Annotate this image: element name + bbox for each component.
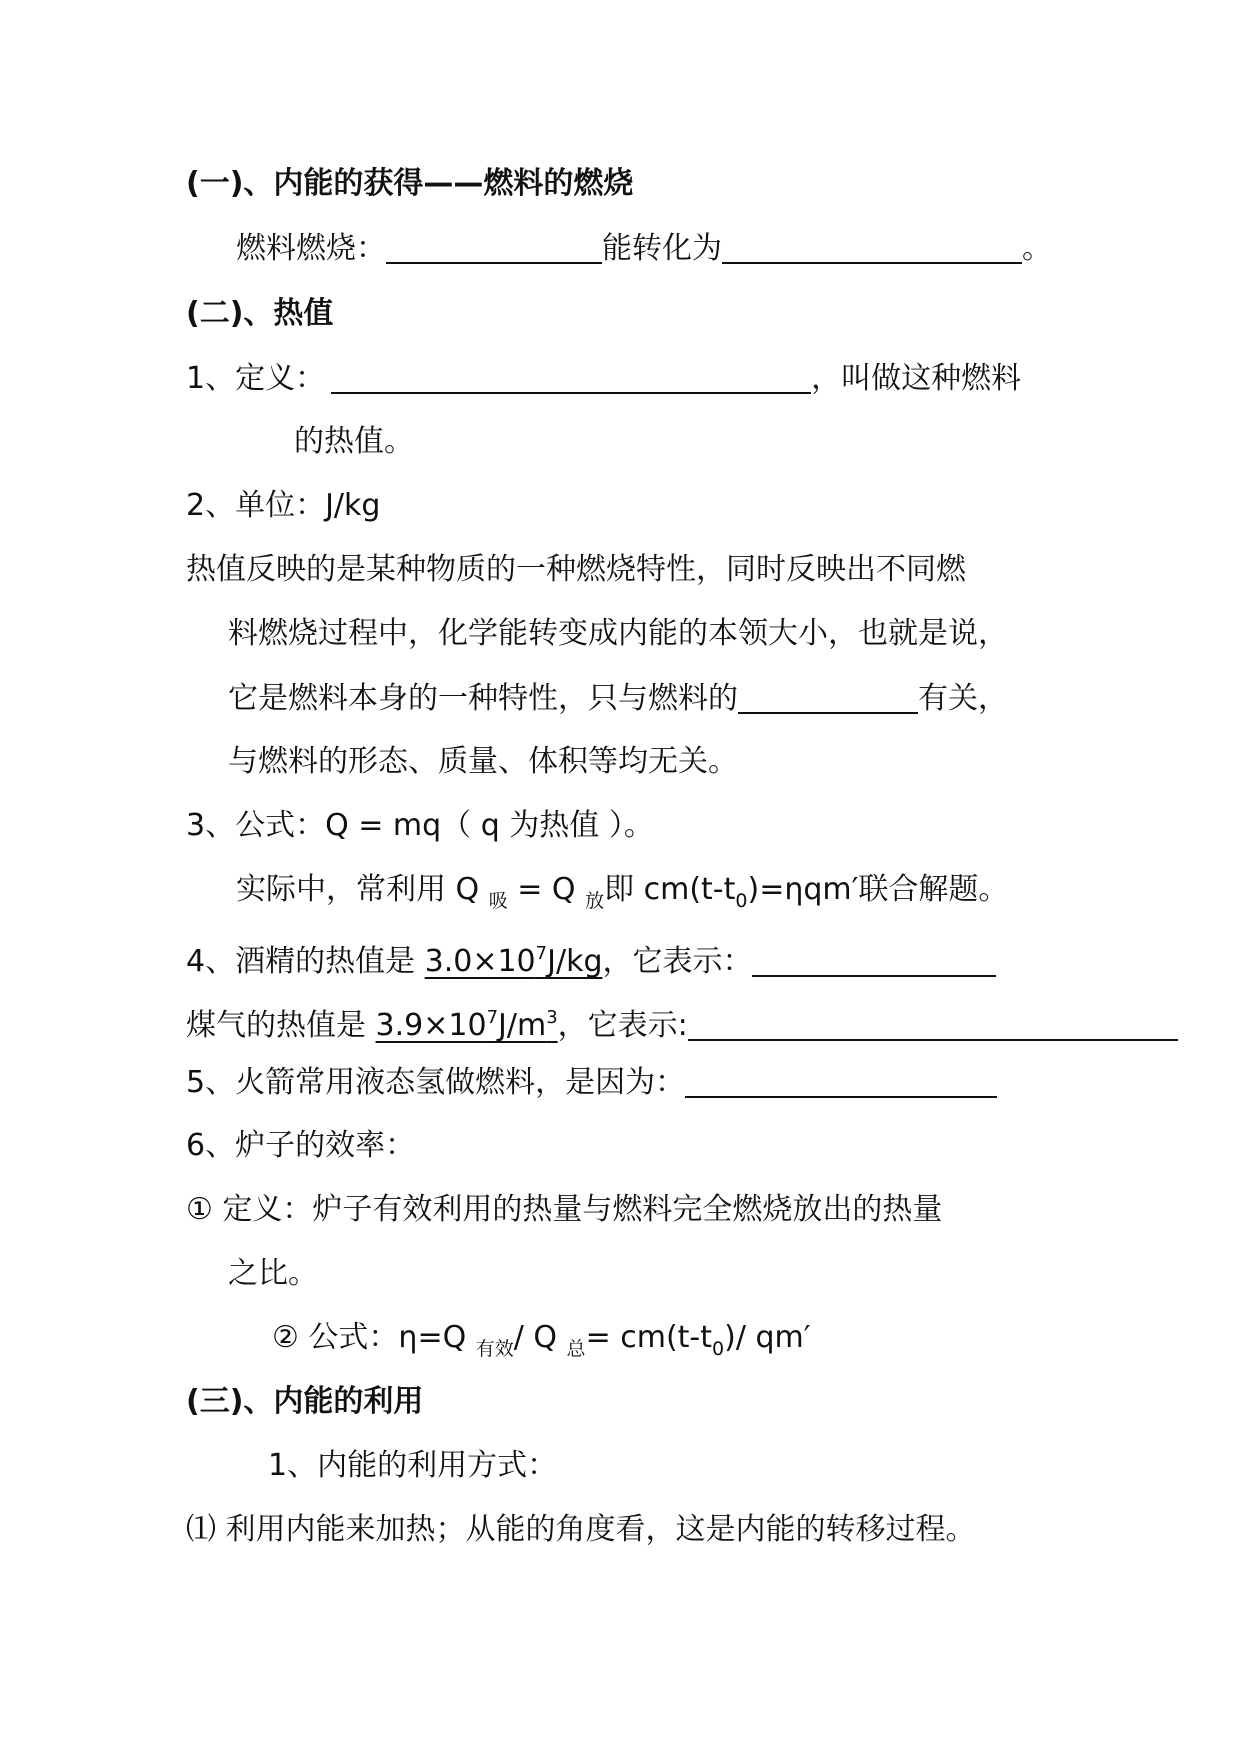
text: ，它表示： <box>602 944 753 979</box>
text: ，它表示: <box>557 1008 688 1043</box>
gas-value: $3.9\times 10^7J/m^3$ <box>375 1007 558 1043</box>
subscript: 总 <box>566 1338 586 1360</box>
answer-blank[interactable] <box>738 678 918 714</box>
gas-line <box>186 998 1178 1046</box>
stove-title: 6、炉子的效率： <box>186 1128 416 1163</box>
definition-line-cont: 的热值。 <box>294 424 414 459</box>
text: 1、定义： <box>186 361 326 396</box>
formula-practice-line <box>236 870 1008 921</box>
answer-blank[interactable] <box>688 1005 1178 1041</box>
section-heading-3: (三)、内能的利用 <box>186 1384 424 1419</box>
text: = cm(t-t <box>585 1320 713 1355</box>
text: 实际中，常利用 Q <box>236 872 489 907</box>
text: 有关， <box>918 681 1008 716</box>
answer-blank[interactable] <box>722 228 1022 264</box>
stove-definition: ① 定义：炉子有效利用的热量与燃料完全燃烧放出的热量 <box>186 1192 943 1227</box>
subscript: 0 <box>735 890 748 912</box>
use-title: 1、内能的利用方式： <box>268 1448 558 1483</box>
alcohol-line <box>186 934 996 982</box>
answer-blank[interactable] <box>752 941 996 977</box>
combustion-line <box>236 228 1052 269</box>
text: 燃料燃烧： <box>236 231 386 266</box>
section-heading-2: (二)、热值 <box>186 296 334 331</box>
answer-blank[interactable] <box>386 228 602 264</box>
paragraph-line-1: 热值反映的是某种物质的一种燃烧特性，同时反映出不同燃 <box>186 552 966 587</box>
section-heading-1: (一)、内能的获得——燃料的燃烧 <box>186 166 634 201</box>
stove-definition-cont: 之比。 <box>228 1256 318 1291</box>
text: 煤气的热值是 <box>186 1008 376 1043</box>
definition-line <box>186 358 1021 399</box>
text: ，叫做这种燃料 <box>811 361 1022 396</box>
paragraph-line-2: 料燃烧过程中，化学能转变成内能的本领大小，也就是说， <box>228 616 1008 651</box>
subscript: 0 <box>712 1338 725 1360</box>
subscript: 吸 <box>488 890 508 912</box>
text: 4、酒精的热值是 <box>186 944 425 979</box>
unit-line: 2、单位：J/kg <box>186 488 381 523</box>
text: 能转化为 <box>602 231 722 266</box>
text: 5、火箭常用液态氢做燃料，是因为： <box>186 1065 686 1100</box>
subscript: 放 <box>585 890 605 912</box>
text: )=ηqm′联合解题。 <box>747 872 1009 907</box>
rocket-line <box>186 1062 997 1103</box>
answer-blank[interactable] <box>331 358 811 394</box>
stove-formula <box>272 1318 811 1369</box>
text: )/ qm′ <box>724 1320 811 1355</box>
paragraph-line-4: 与燃料的形态、质量、体积等均无关。 <box>228 744 738 779</box>
alcohol-value: $3.0\times 10^7J/kg$ <box>424 943 603 979</box>
subscript: 有效 <box>475 1338 514 1360</box>
text: = Q <box>507 872 586 907</box>
text: 它是燃料本身的一种特性，只与燃料的 <box>228 681 738 716</box>
formula-line: 3、公式：Q = mq（ q 为热值 ）。 <box>186 808 654 843</box>
text: 即 cm(t-t <box>604 872 736 907</box>
paragraph-line-3 <box>228 678 1008 719</box>
answer-blank[interactable] <box>685 1062 997 1098</box>
text: 。 <box>1022 231 1052 266</box>
use-item-1: ⑴ 利用内能来加热；从能的角度看，这是内能的转移过程。 <box>186 1512 976 1547</box>
text: / Q <box>513 1320 567 1355</box>
text: ② 公式：η=Q <box>272 1320 476 1355</box>
